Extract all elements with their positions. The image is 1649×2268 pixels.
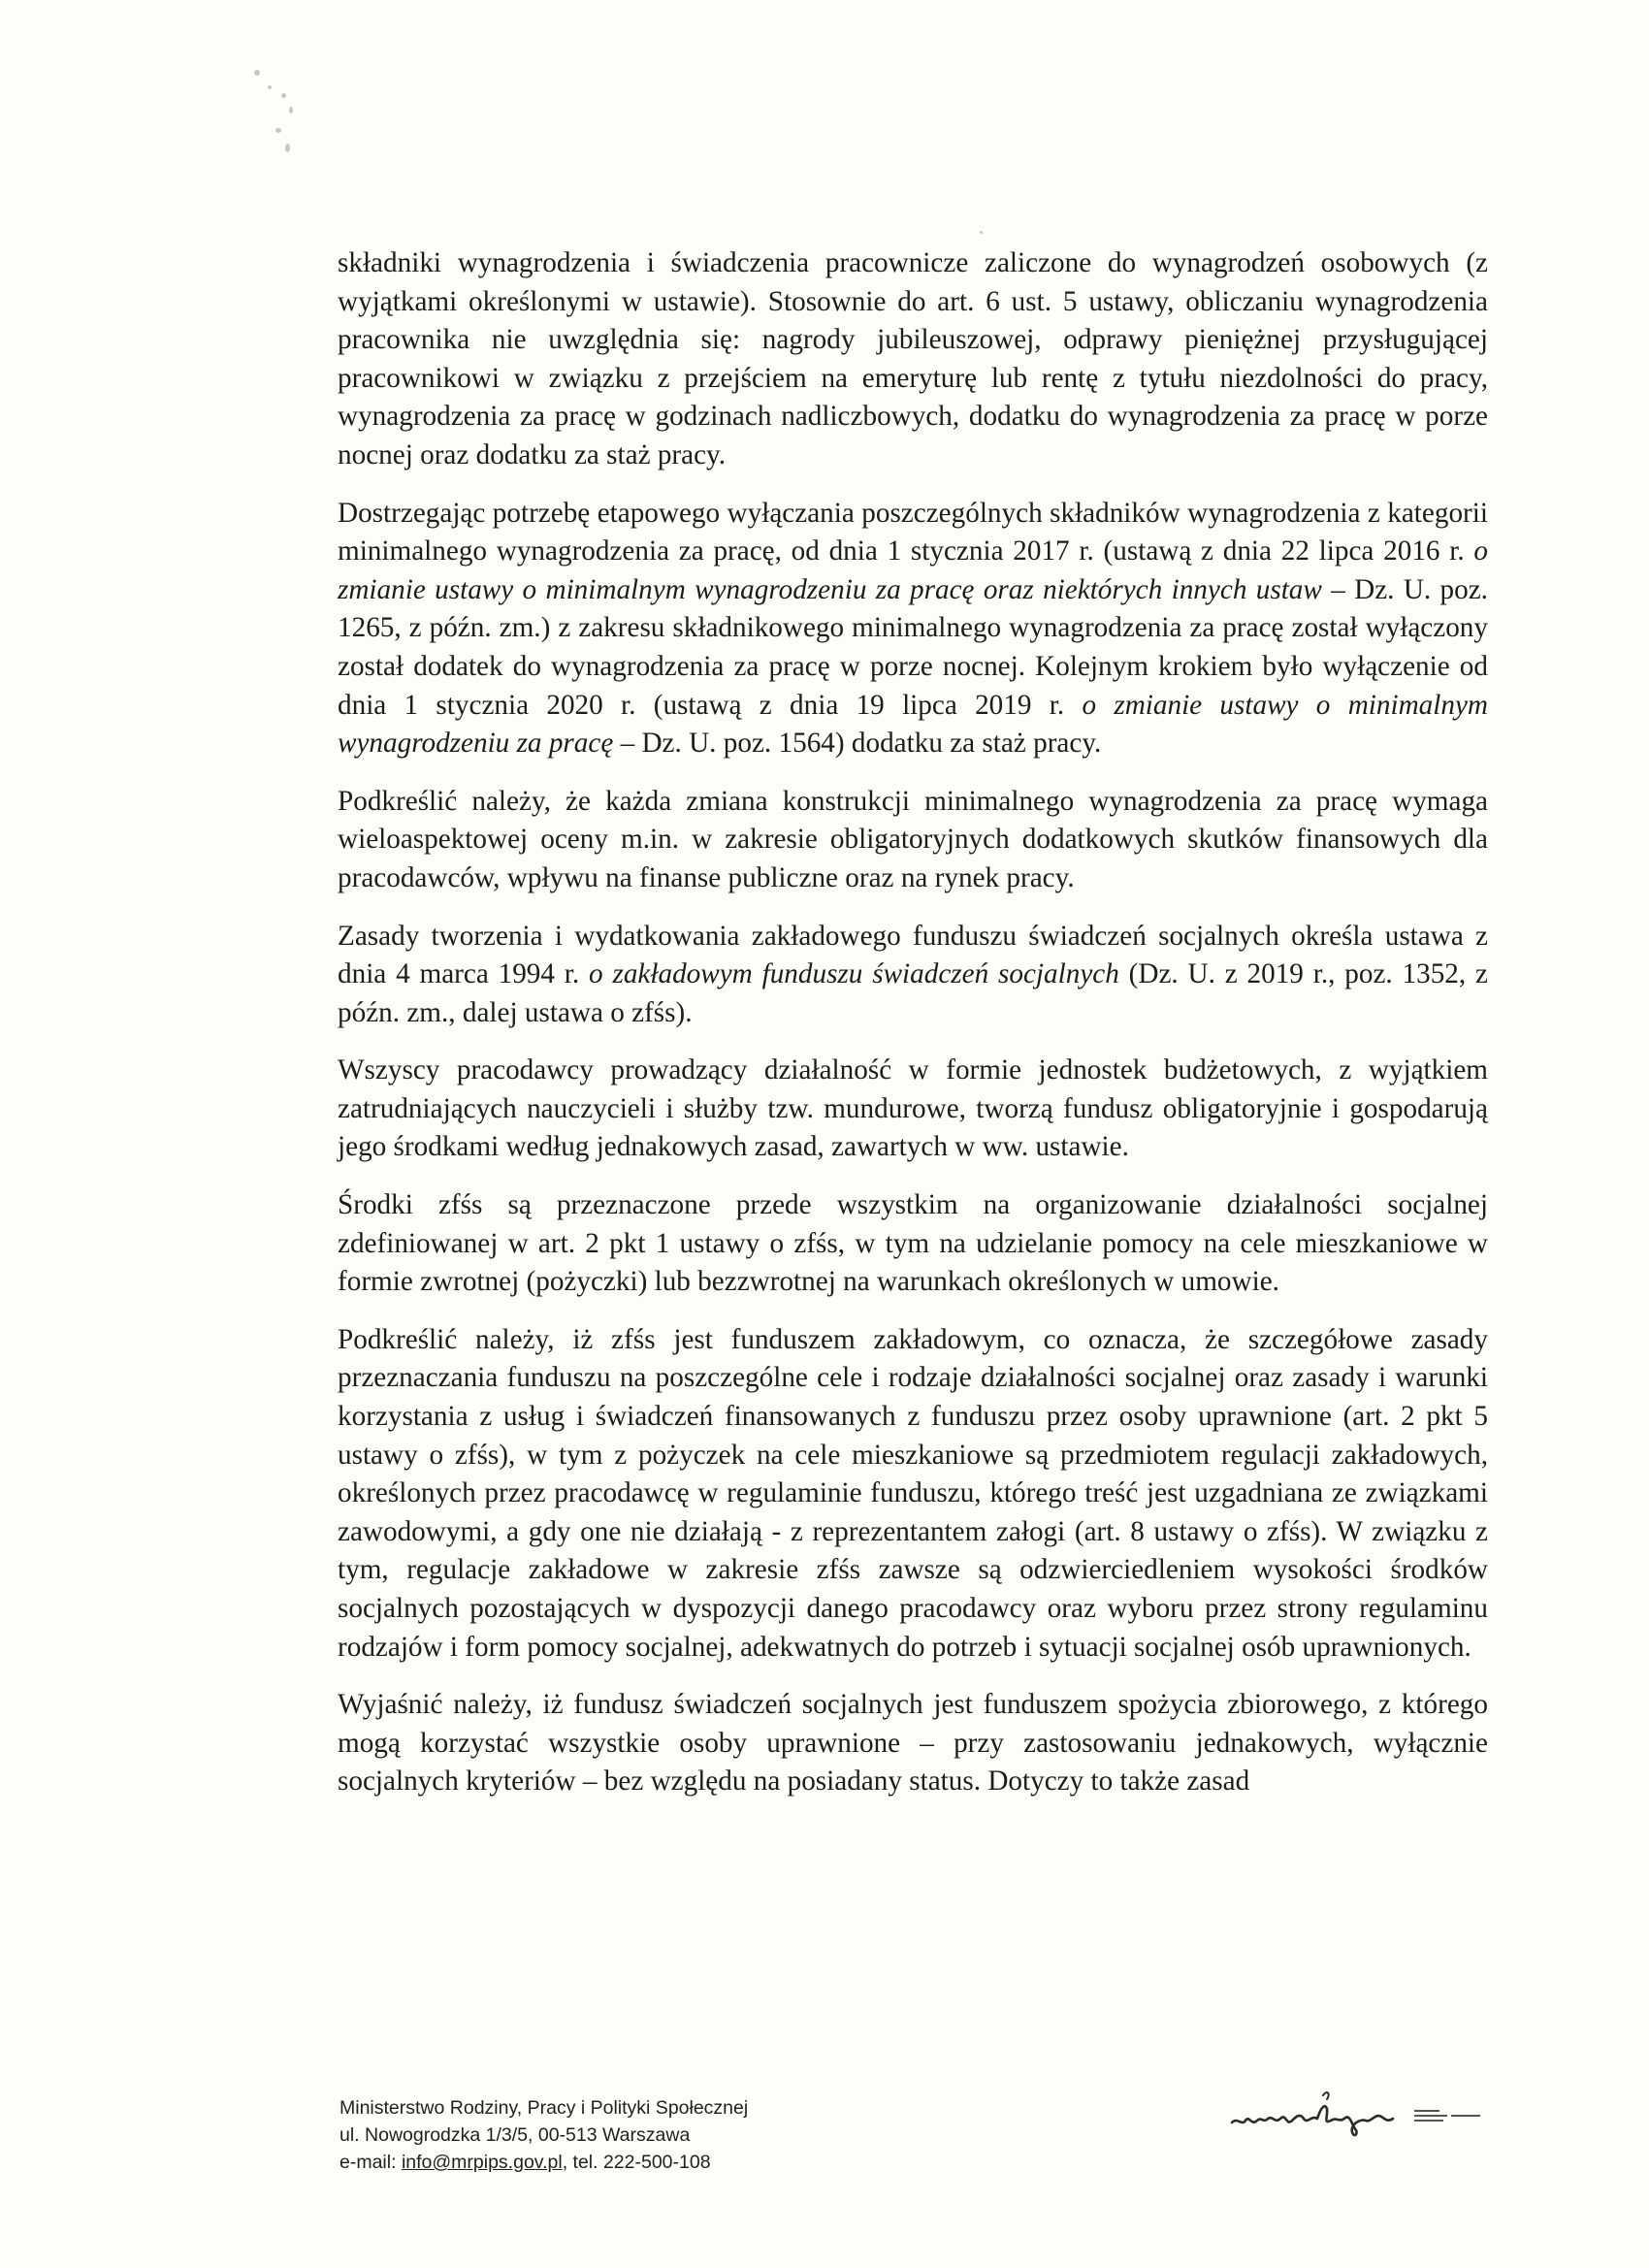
paragraph-text: Zasady tworzenia i wydatkowania zakładowego funduszu świadczeń socjalnych określa ustawa z dnia 4 marca 1994 r. [338, 920, 1488, 990]
scan-speck [289, 107, 293, 113]
body-paragraph [338, 1321, 1488, 1667]
letter-body [338, 244, 1488, 1821]
paragraph-text: (Dz. U. z 2019 r., poz. 1352, z późn. zm., dalej ustawa o zfśs). [338, 958, 1488, 1028]
polska-100-lat-mark [1412, 2107, 1490, 2126]
italic-citation: o zmianie ustawy o minimalnym wynagrodzeniu za pracę [338, 689, 1488, 760]
paragraph-text: Podkreślić należy, że każda zmiana konstrukcji minimalnego wynagrodzenia za pracę wymaga wieloaspektowej oceny m.in. w zakresie obligatoryjnych dodatkowych skutków finansowych dla pracodawców, wpływu na finanse publiczne oraz na rynek pracy. [338, 785, 1488, 893]
paragraph-text: Środki zfśs są przeznaczone przede wszystkim na organizowanie działalności socjalnej zdefiniowanej w art. 2 pkt 1 ustawy o zfśs, w tym na udzielanie pomocy na cele mieszkaniowe w formie zwrotnej (pożyczki) lub bezzwrotnej na warunkach określonych w umowie. [338, 1189, 1488, 1298]
footer-email-link[interactable]: info@mrpips.gov.pl [401, 2152, 563, 2173]
paragraph-text: Podkreślić należy, iż zfśs jest funduszem zakładowym, co oznacza, że szczegółowe zasady przeznaczania funduszu na poszczególne cele i rodzaje działalności socjalnej oraz zasady i warunki korzystania z usług i świadczeń finansowanych z funduszu przez osoby uprawnione (art. 2 pkt 5 ustawy o zfśs), w tym z pożyczek na cele mieszkaniowe są przedmiotem regulacji zakładowych, określonych przez pracodawcę w regulaminie funduszu, którego treść jest uzgadniana ze związkami zawodowymi, a gdy one nie działają - z reprezentantem załogi (art. 8 ustawy o zfśs). W związku z tym, regulacje zakładowe w zakresie zfśs zawsze są odzwierciedleniem wysokości środków socjalnych pozostających w dyspozycji danego pracodawcy oraz wyboru przez strony regulaminu rodzajów i form pomocy socjalnej, adekwatnych do potrzeb i sytuacji socjalnej osób uprawnionych. [338, 1323, 1488, 1663]
paragraph-text: – Dz. U. poz. 1265, z późn. zm.) z zakresu składnikowego minimalnego wynagrodzenia za pracę został wyłączony został dodatek do wynagrodzenia za pracę w porze nocnej. Kolejnym krokiem było wyłączenie od dnia 1 stycznia 2020 r. (ustawą z dnia 19 lipca 2019 r. [338, 573, 1488, 721]
italic-citation: o zmianie ustawy o minimalnym wynagrodzeniu za pracę oraz niektórych innych ustaw [338, 535, 1488, 605]
scan-speck [980, 231, 983, 234]
footer-email-label: e-mail: [340, 2152, 402, 2173]
footer-address: ul. Nowogrodzka 1/3/5, 00-513 Warszawa [340, 2124, 691, 2146]
paragraph-text: Dostrzegając potrzebę etapowego wyłączania poszczególnych składników wynagrodzenia z kategorii minimalnego wynagrodzenia za pracę, od dnia 1 stycznia 2017 r. (ustawą z dnia 22 lipca 2016 r. [338, 497, 1488, 567]
scan-speck [254, 70, 260, 76]
italic-citation: o zakładowym funduszu świadczeń socjalnych [589, 958, 1119, 990]
body-paragraph [338, 918, 1488, 1033]
niepodlegla-logo [1230, 2084, 1405, 2142]
body-paragraph [338, 495, 1488, 763]
scan-speck [285, 144, 290, 152]
paragraph-text: – Dz. U. poz. 1564) dodatku za staż pracy. [613, 728, 1102, 760]
body-paragraph [338, 1186, 1488, 1302]
footer-contact [340, 2149, 748, 2176]
paragraph-text: Wszyscy pracodawcy prowadzący działalność w formie jednostek budżetowych, z wyjątkiem zatrudniających nauczycieli i służby tzw. mundurowe, tworzą fundusz obligatoryjnie i gospodarują jego środkami według jednakowych zasad, zawartych w ww. ustawie. [338, 1054, 1488, 1163]
body-paragraph [338, 1052, 1488, 1167]
scan-speck [275, 128, 281, 133]
scan-speck [268, 85, 272, 89]
footer-phone: , tel. 222-500-108 [562, 2152, 711, 2173]
scan-speck [281, 93, 286, 98]
paragraph-text: Wyjaśnić należy, iż fundusz świadczeń socjalnych jest funduszem spożycia zbiorowego, z którego mogą korzystać wszystkie osoby uprawnione – przy zastosowaniu jednakowych, wyłącznie socjalnych kryteriów – bez względu na posiadany status. Dotyczy to także zasad [338, 1689, 1488, 1798]
footer-ministry-name: Ministerstwo Rodziny, Pracy i Polityki Społecznej [340, 2097, 749, 2119]
paragraph-text: składniki wynagrodzenia i świadczenia pracownicze zaliczone do wynagrodzeń osobowych (z wyjątkami określonymi w ustawie). Stosownie do art. 6 ust. 5 ustawy, obliczaniu wynagrodzenia pracownika nie uwzględnia się: nagrody jubileuszowej, odprawy pieniężnej przysługującej pracownikowi w związku z przejściem na emeryturę lub rentę z tytułu niezdolności do pracy, wynagrodzenia za pracę w godzinach nadliczbowych, dodatku do wynagrodzenia za pracę w porze nocnej oraz dodatku za staż pracy. [338, 247, 1488, 470]
ministry-footer [340, 2094, 748, 2176]
body-paragraph [338, 244, 1488, 475]
body-paragraph [338, 1686, 1488, 1801]
body-paragraph [338, 783, 1488, 898]
